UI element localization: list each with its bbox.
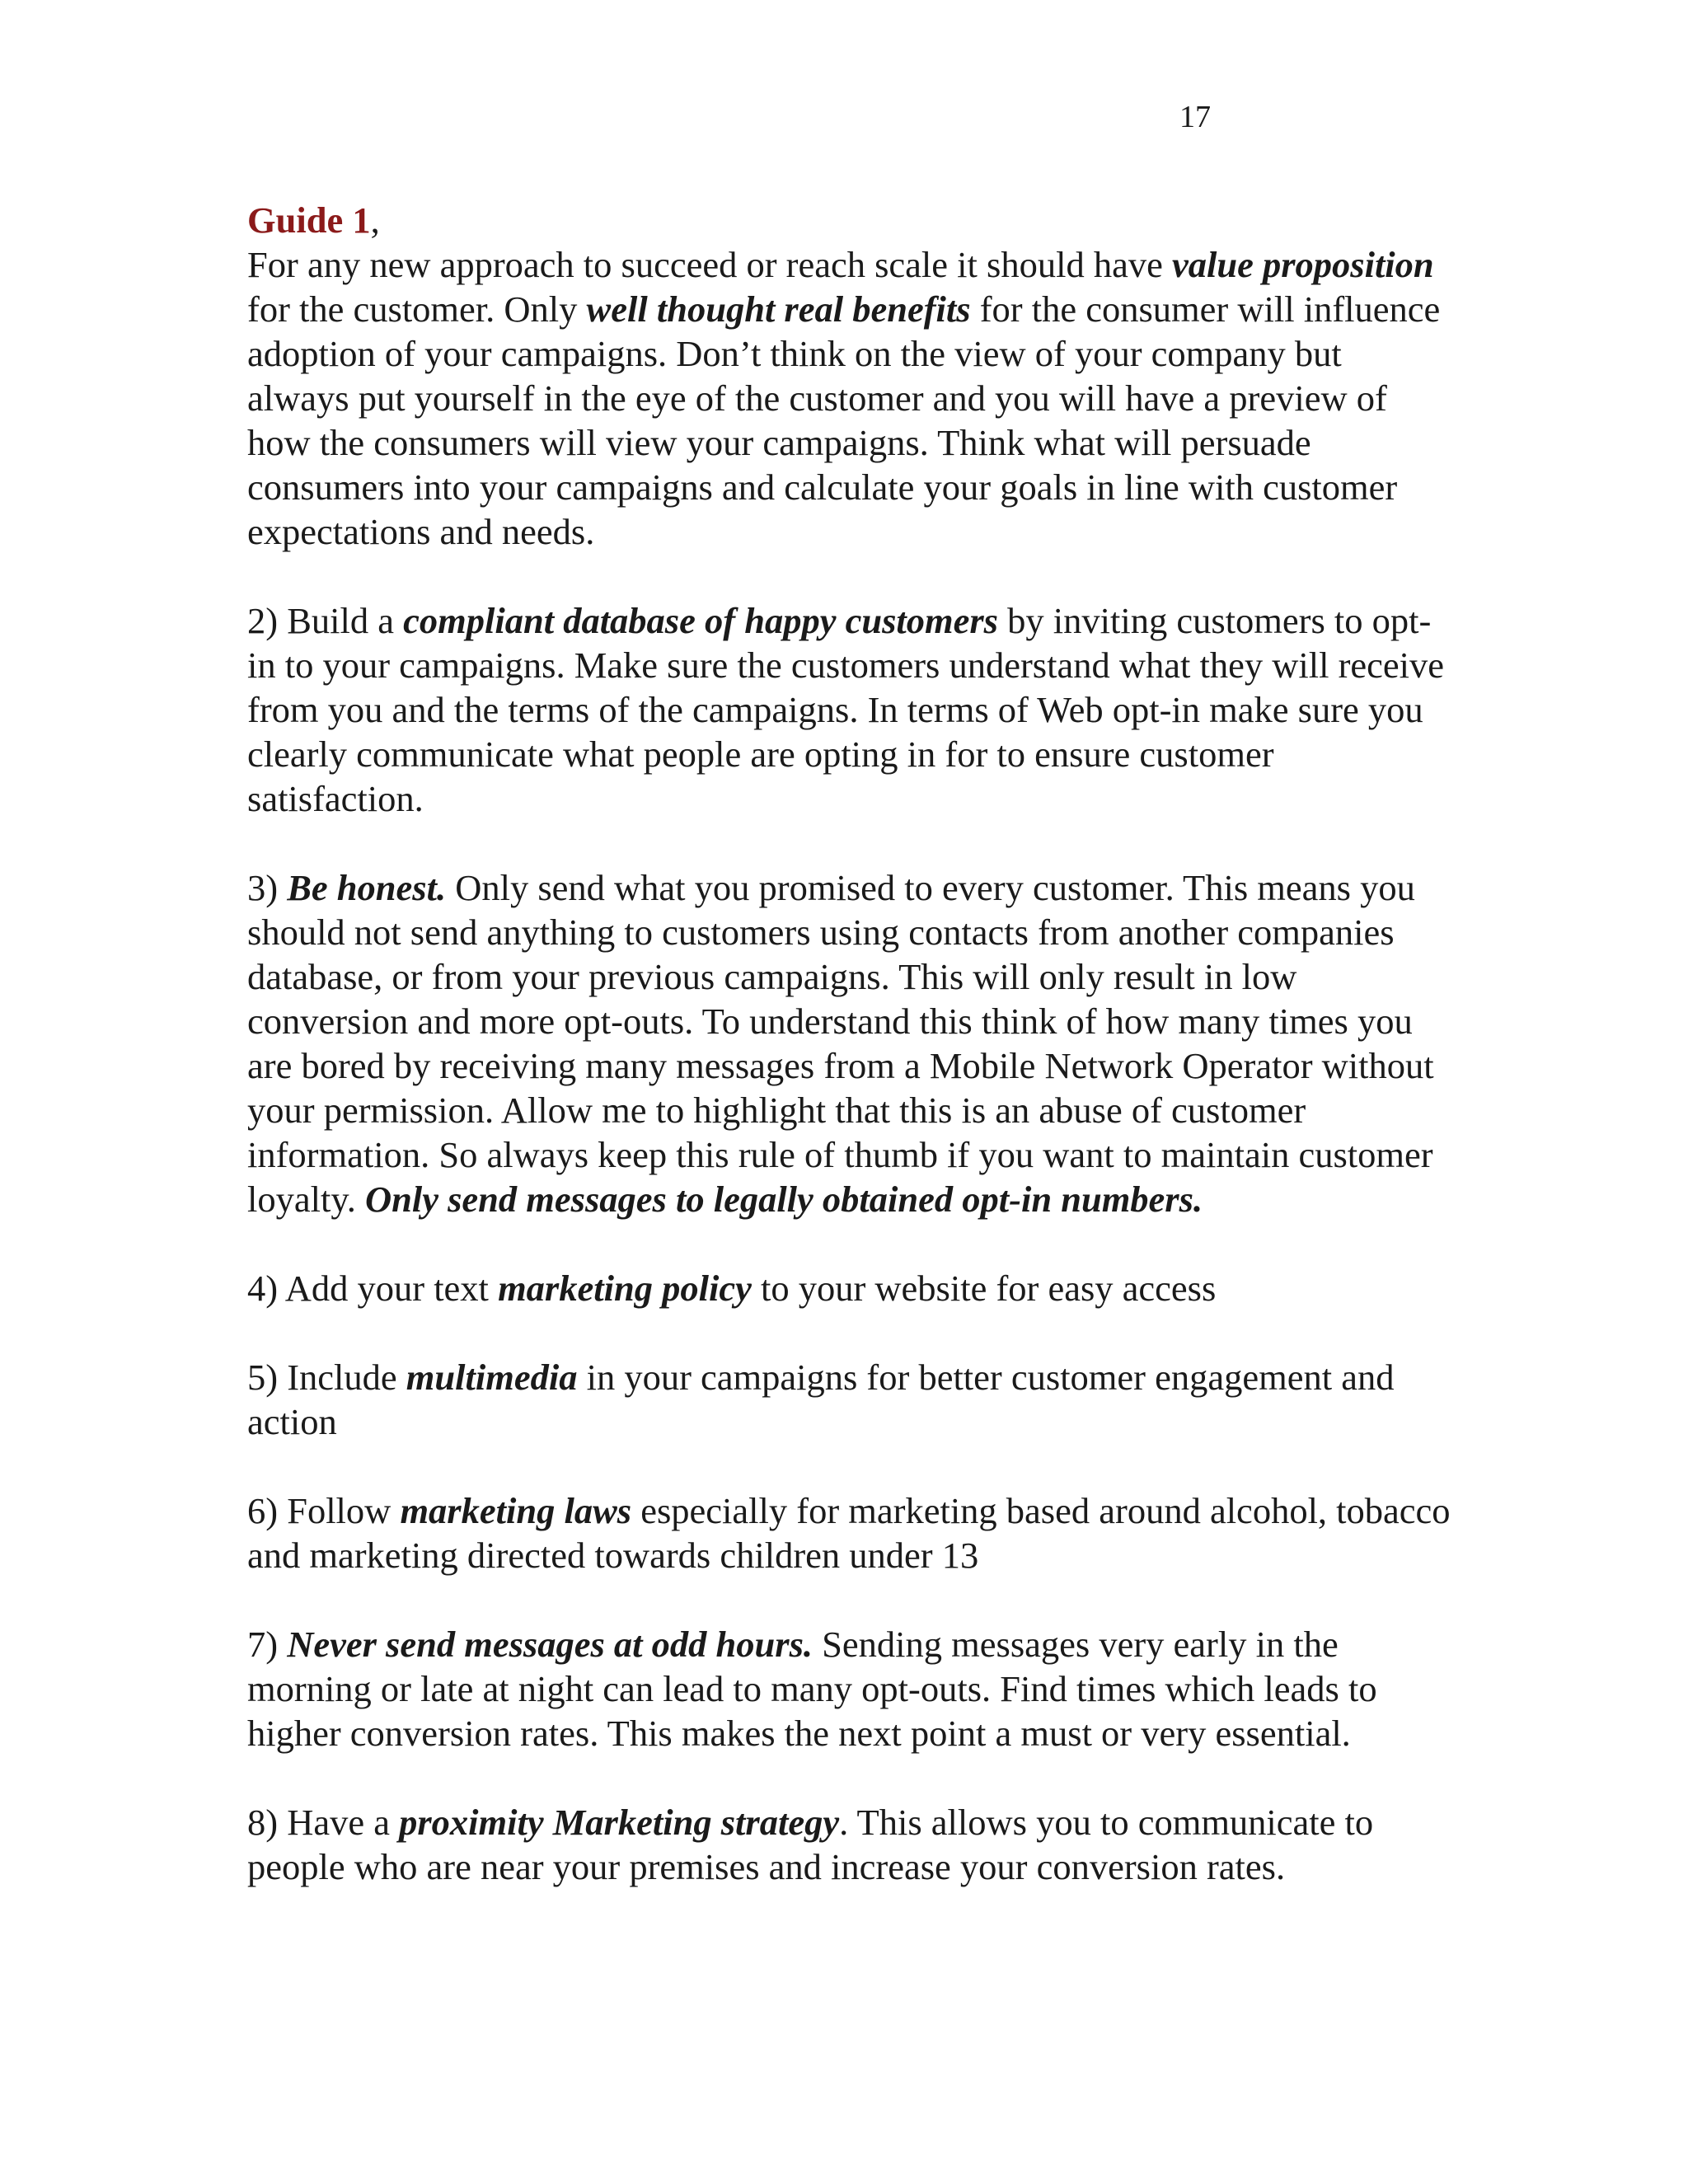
point-8 <box>247 1800 1451 1889</box>
point-text: to your website for easy access <box>751 1268 1217 1309</box>
point-6 <box>247 1488 1451 1577</box>
guide-intro-emphasis: value proposition <box>1171 244 1434 285</box>
point-emphasis: proximity Marketing strategy <box>399 1802 840 1843</box>
point-text: 5) Include <box>247 1357 406 1398</box>
point-7 <box>247 1622 1451 1755</box>
point-emphasis: Only send messages to legally obtained opt-in numbers. <box>364 1179 1203 1220</box>
point-text: 2) Build a <box>247 600 404 641</box>
point-emphasis: Be honest. <box>287 867 447 908</box>
point-text: 7) <box>247 1624 288 1665</box>
point-emphasis: Never send messages at odd hours. <box>287 1624 814 1665</box>
point-emphasis: compliant database of happy customers <box>403 600 998 641</box>
guide-title-suffix: , <box>370 199 380 241</box>
guide-heading <box>247 198 1451 242</box>
point-text: in your campaigns for better customer engagement and action <box>247 1357 1395 1442</box>
point-emphasis: marketing laws <box>400 1490 632 1531</box>
point-5 <box>247 1355 1451 1444</box>
point-text: 3) <box>247 867 288 908</box>
point-text: 8) Have a <box>247 1802 400 1843</box>
point-4 <box>247 1266 1451 1310</box>
point-emphasis: marketing policy <box>498 1268 752 1309</box>
guide-intro-text: for the consumer will influence adoption of your campaigns. Don’t think on the view of your company but always put yourself in the eye of the customer and you will have a preview of how the consumers will view your campaigns. Think what will persuade consumers into your campaigns and calculate your goals in line with customer expectations and needs. <box>247 288 1441 552</box>
guide-section <box>247 198 1451 554</box>
document-body <box>247 198 1451 1933</box>
point-text: . This allows you to communicate to people who are near your premises and increase your conversion rates. <box>247 1802 1374 1887</box>
point-text: Sending messages very early in the morning or late at night can lead to many opt-outs. Find times which leads to higher conversion rates. This makes the next point a must or very essential. <box>247 1624 1377 1754</box>
point-text: 4) Add your text <box>247 1268 499 1309</box>
guide-intro-text: for the customer. Only <box>247 288 587 330</box>
point-2 <box>247 598 1451 821</box>
page-number: 17 <box>1179 100 1211 134</box>
point-text: Only send what you promised to every customer. This means you should not send anything to customers using contacts from another companies database, or from your previous campaigns. This will only result in low conversion and more opt-outs. To understand this think of how many times you are bored by receiving many messages from a Mobile Network Operator without your permission. Allow me to highlight that this is an abuse of customer information. So always keep this rule of thumb if you want to maintain customer loyalty. <box>247 867 1434 1220</box>
guide-intro-text: For any new approach to succeed or reach scale it should have <box>247 244 1172 285</box>
point-text: especially for marketing based around alcohol, tobacco and marketing directed towards children under 13 <box>247 1490 1451 1576</box>
guide-intro-emphasis: well thought real benefits <box>586 288 971 330</box>
point-text: 6) Follow <box>247 1490 401 1531</box>
point-text: by inviting customers to opt-in to your campaigns. Make sure the customers understand what they will receive from you and the terms of the campaigns. In terms of Web opt-in make sure you clearly communicate what people are opting in for to ensure customer satisfaction. <box>247 600 1445 819</box>
guide-title: Guide 1 <box>247 199 371 241</box>
point-3 <box>247 865 1451 1221</box>
point-emphasis: multimedia <box>406 1357 578 1398</box>
